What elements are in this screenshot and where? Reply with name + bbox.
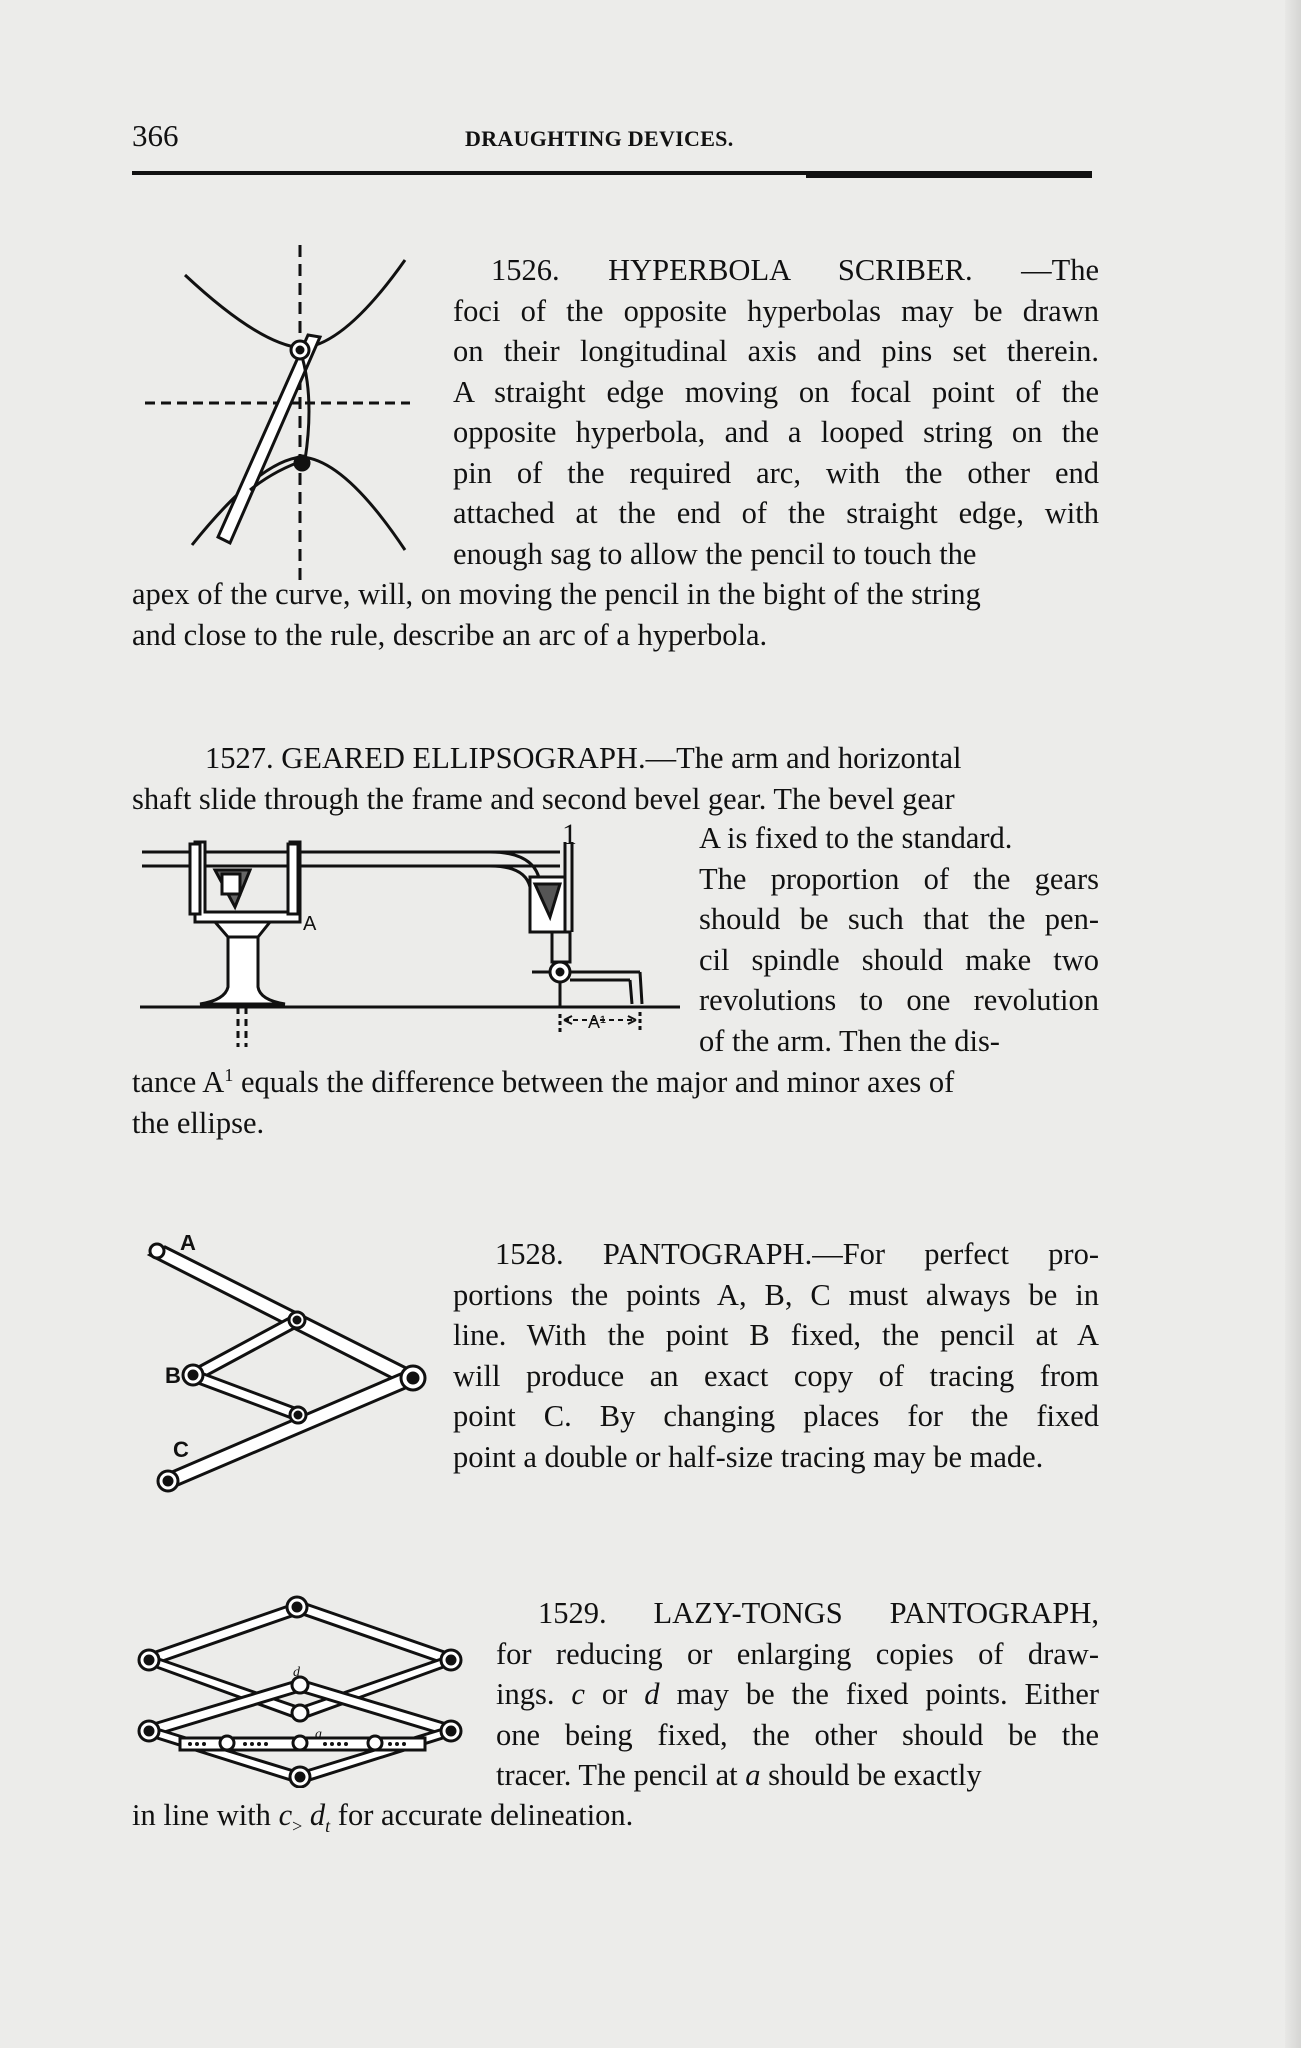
figure-label-a1: A¹ <box>588 1012 606 1032</box>
italic-c: c <box>278 1798 293 1832</box>
section-1529-text <box>496 1593 1099 1796</box>
text-line: and close to the rule, describe an arc of a hyperbola. <box>132 617 768 652</box>
text-line: will produce an exact copy of tracing from <box>453 1358 1099 1393</box>
text-fragment: for accurate delineation. <box>337 1798 634 1832</box>
text-line <box>132 1795 1099 1836</box>
text-line: foci of the opposite hyperbolas may be drawn <box>453 293 1099 328</box>
figure-label-b: B <box>165 1363 181 1388</box>
text-fragment: equals the difference between the major and minor axes of <box>233 1065 955 1099</box>
section-1529-heading: 1529. LAZY-TONGS PANTOGRAPH, <box>538 1596 1099 1630</box>
section-1528-text <box>453 1234 1099 1477</box>
section-1529-text-bottom <box>132 1795 1099 1836</box>
figure-label-a: a <box>315 1727 322 1742</box>
figure-label-one: 1 <box>562 818 577 851</box>
lazy-tongs-pantograph-figure <box>135 1588 470 1788</box>
text-line: The proportion of the gears <box>699 861 1099 896</box>
text-line: enough sag to allow the pencil to touch the <box>453 536 977 571</box>
text-line: for reducing or enlarging copies of draw- <box>496 1636 1099 1671</box>
text-fragment: in line with <box>132 1798 271 1832</box>
section-1527-text-right <box>699 818 1099 1061</box>
section-1526-text <box>453 250 1099 574</box>
text-line: line. With the point B fixed, the pencil at A <box>453 1318 1099 1352</box>
text-line: attached at the end of the straight edge, with <box>453 496 1099 530</box>
text-fragment: tance A <box>132 1065 225 1099</box>
geared-ellipsograph-figure <box>140 822 680 1052</box>
text-line: A straight edge moving on focal point of the <box>453 374 1099 409</box>
subscript-gt: > <box>292 1816 303 1837</box>
section-1527-text-bottom <box>132 1062 1099 1143</box>
text-line <box>496 1674 1099 1715</box>
running-title: DRAUGHTING DEVICES. <box>465 126 734 151</box>
italic-d: d <box>644 1677 660 1711</box>
superscript-one: 1 <box>224 1064 234 1085</box>
figure-label-a: A <box>303 913 317 935</box>
text-line: shaft slide through the frame and second bevel gear. The bevel gear <box>132 781 955 816</box>
figure-label-d: d <box>293 1665 300 1680</box>
text-fragment: ings. <box>496 1677 555 1711</box>
text-fragment: tracer. The pencil at <box>496 1758 738 1792</box>
text-line: pin of the required arc, with the other end <box>453 455 1099 490</box>
text-fragment: or <box>601 1677 628 1711</box>
text-line <box>496 1755 1099 1796</box>
text-line: the ellipse. <box>132 1105 265 1140</box>
header-rule-thick <box>806 175 1092 178</box>
figure-label-c: C <box>173 1437 189 1462</box>
italic-d: d <box>309 1798 326 1832</box>
text-line: cil spindle should make two <box>699 942 1099 977</box>
text-line: of the arm. Then the dis- <box>699 1023 1000 1058</box>
text-line: on their longitudinal axis and pins set therein. <box>453 334 1099 368</box>
text-line: revolutions to one revolution <box>699 983 1099 1017</box>
section-1527-text-top <box>132 738 1099 819</box>
italic-a: a <box>745 1758 761 1792</box>
page-number: 366 <box>132 118 179 153</box>
text-line: should be such that the pen- <box>699 902 1099 936</box>
text-line <box>132 1062 1099 1103</box>
section-1527-heading: 1527. GEARED ELLIPSOGRAPH.—The arm and horizontal <box>205 741 962 775</box>
section-1526-text-full <box>132 574 1099 655</box>
page-edge-shadow <box>1285 0 1301 2048</box>
text-line: opposite hyperbola, and a looped string on the <box>453 415 1099 449</box>
text-fragment: may be the fixed points. Either <box>676 1677 1100 1711</box>
text-line: point C. By changing places for the fixed <box>453 1399 1099 1433</box>
text-line: one being fixed, the other should be the <box>496 1717 1099 1752</box>
text-line: A is fixed to the standard. <box>699 821 1013 855</box>
text-line: apex of the curve, will, on moving the pencil in the bight of the string <box>132 577 981 611</box>
subscript-t-text: t <box>325 1816 331 1837</box>
subscript-t <box>325 1816 330 1836</box>
text-line: point a double or half-size tracing may be made. <box>453 1439 1044 1474</box>
hyperbola-scriber-figure <box>140 245 460 595</box>
text-line: portions the points A, B, C must always be in <box>453 1277 1099 1312</box>
figure-label-a: A <box>180 1235 196 1255</box>
pantograph-figure <box>135 1235 455 1495</box>
section-1528-heading: 1528. PANTOGRAPH.—For perfect pro- <box>495 1237 1099 1271</box>
section-1526-heading: 1526. HYPERBOLA SCRIBER. —The <box>491 253 1099 287</box>
italic-c: c <box>571 1677 585 1711</box>
text-fragment: should be exactly <box>768 1758 982 1792</box>
